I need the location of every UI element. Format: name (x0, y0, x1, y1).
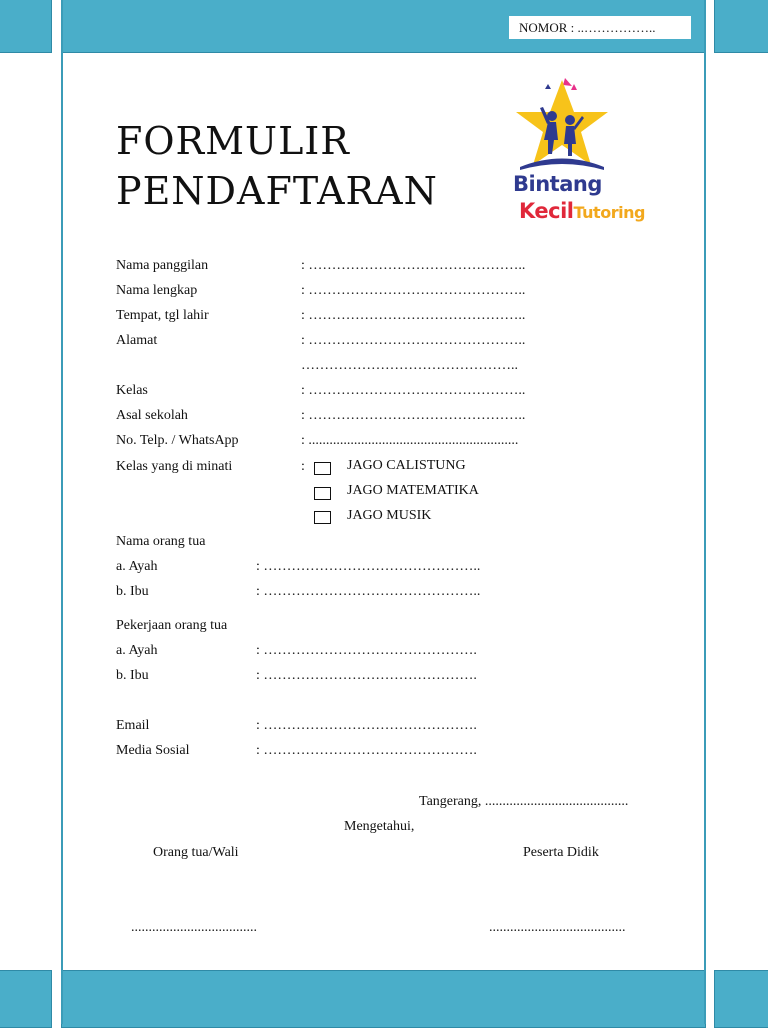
field-label: Asal sekolah (116, 408, 188, 423)
field-input[interactable]: : ……………………………………….. (301, 258, 526, 273)
father-job-label: a. Ayah (116, 643, 158, 658)
father-name-field[interactable]: : ……………………………………….. (256, 559, 481, 574)
mother-name-field[interactable]: : ……………………………………….. (256, 584, 481, 599)
checkbox-calistung[interactable] (314, 462, 331, 475)
frame-line-right (704, 0, 706, 1024)
parent-signature-label: Orang tua/Wali (153, 845, 239, 860)
father-name-label: a. Ayah (116, 559, 158, 574)
header-bar-right (714, 0, 768, 53)
jobs-heading: Pekerjaan orang tua (116, 618, 228, 633)
checkbox-musik[interactable] (314, 511, 331, 524)
field-input[interactable]: : (301, 459, 305, 474)
nomor-box: NOMOR : ..…………….. (509, 16, 691, 39)
field-label: Alamat (116, 333, 158, 348)
option-calistung: JAGO CALISTUNG (347, 458, 466, 473)
father-job-field[interactable]: : ………………………………………. (256, 643, 477, 658)
mother-job-field[interactable]: : ………………………………………. (256, 668, 477, 683)
option-matematika: JAGO MATEMATIKA (347, 483, 479, 498)
field-label: Nama panggilan (116, 258, 209, 273)
field-input[interactable]: : ............................................................ (301, 433, 519, 448)
field-label: Tempat, tgl lahir (116, 308, 209, 323)
mother-name-label: b. Ibu (116, 584, 149, 599)
student-signature-line[interactable]: ....................................... (489, 920, 626, 935)
header-bar-left (0, 0, 52, 53)
footer-bar-left (0, 970, 52, 1028)
footer-bar-right (714, 970, 768, 1028)
field-input[interactable]: : ……………………………………….. (301, 333, 526, 348)
acknowledge-text: Mengetahui, (344, 819, 415, 834)
footer-bar (61, 970, 706, 1028)
place-date[interactable]: Tangerang, ......................................... (419, 794, 629, 809)
email-field[interactable]: : ………………………………………. (256, 718, 477, 733)
student-signature-label: Peserta Didik (523, 845, 599, 860)
social-media-label: Media Sosial (116, 743, 190, 758)
logo-word-bintang: Bintang (513, 172, 602, 196)
field-input[interactable]: : ……………………………………….. (301, 408, 526, 423)
parents-heading: Nama orang tua (116, 534, 206, 549)
frame-line-left (61, 0, 63, 1024)
field-label: Kelas (116, 383, 148, 398)
field-label: No. Telp. / WhatsApp (116, 433, 239, 448)
field-input[interactable]: ……………………………………….. (301, 358, 518, 373)
field-input[interactable]: : ……………………………………….. (301, 283, 526, 298)
email-label: Email (116, 718, 150, 733)
parent-signature-line[interactable]: .................................... (131, 920, 257, 935)
page-title: FORMULIR PENDAFTARAN (116, 119, 438, 213)
field-label: Nama lengkap (116, 283, 198, 298)
field-input[interactable]: : ……………………………………….. (301, 308, 526, 323)
logo-word-kecil: KecilTutoring (519, 199, 645, 223)
field-label: Kelas yang di minati (116, 459, 233, 474)
checkbox-matematika[interactable] (314, 487, 331, 500)
option-musik: JAGO MUSIK (347, 508, 432, 523)
field-input[interactable]: : ……………………………………….. (301, 383, 526, 398)
social-media-field[interactable]: : ………………………………………. (256, 743, 477, 758)
mother-job-label: b. Ibu (116, 668, 149, 683)
